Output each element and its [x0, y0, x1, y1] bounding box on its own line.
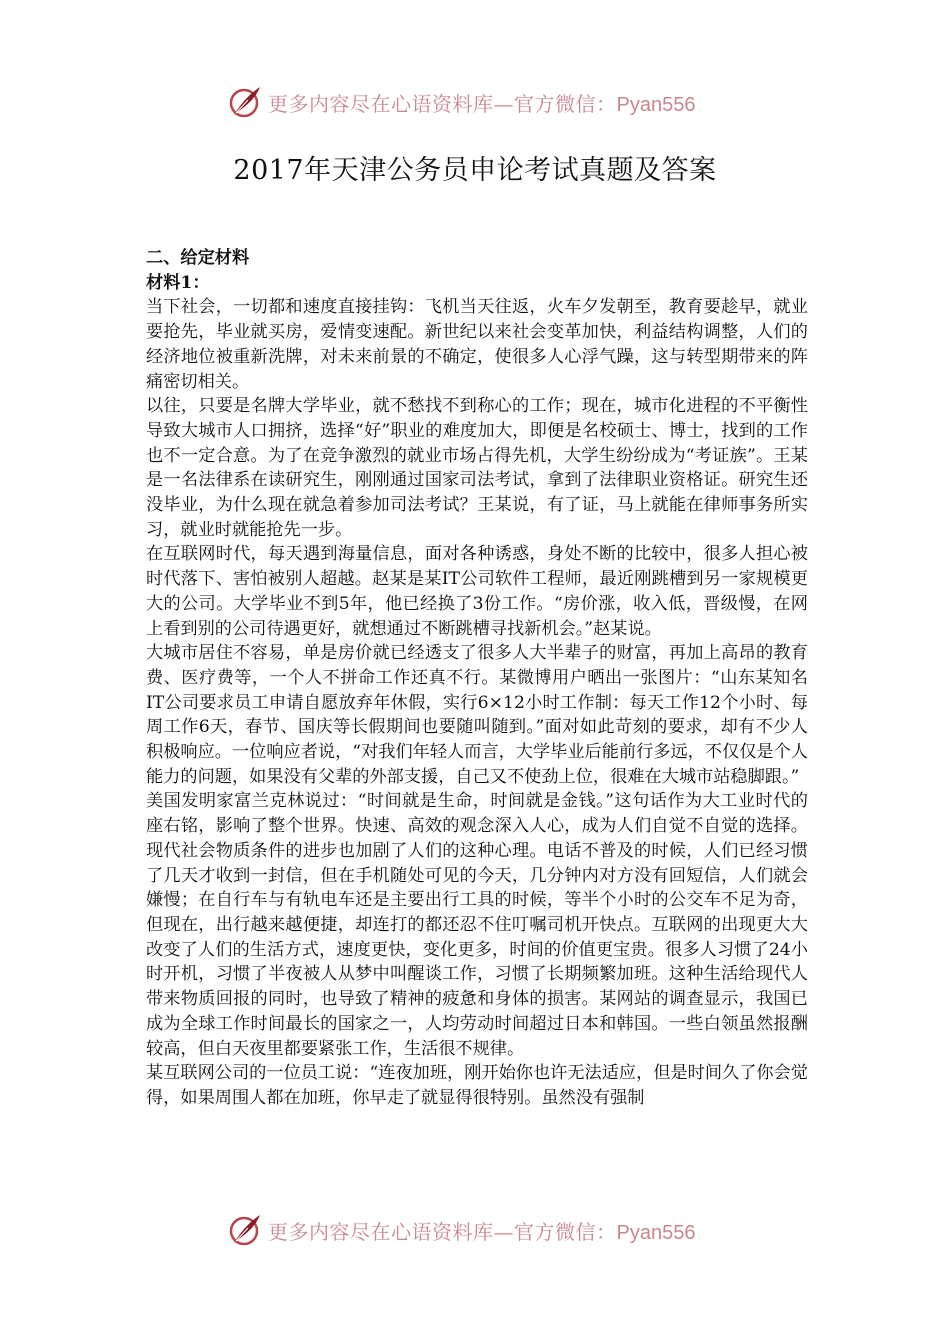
paragraph: 以往，只要是名牌大学毕业，就不愁找不到称心的工作；现在，城市化进程的不平衡性导致大城市人口拥挤，选择“好”职业的难度加大，即便是名校硕士、博士，找到的工作也不一定合意。为了在竞争激烈的就业市场占得先机，大学生纷纷成为“考证族”。王某是一名法律系在读研究生，刚刚通过国家司法考试，拿到了法律职业资格证。研究生还没毕业，为什么现在就急着参加司法考试？王某说，有了证，马上就能在律师事务所实习，就业时就能抢先一步。: [146, 396, 808, 540]
banner-text: [268, 1216, 695, 1245]
section-heading: 二、给定材料: [146, 248, 250, 268]
paragraph: 在互联网时代，每天遇到海量信息，面对各种诱惑，身处不断的比较中，很多人担心被时代落下、害怕被别人超越。赵某是某IT公司软件工程师，最近刚跳槽到另一家规模更大的公司。大学毕业不到5年，他已经换了3份工作。“房价涨，收入低，晋级慢，在网上看到别的公司待遇更好，就想通过不断跳槽寻找新机会。”赵某说。: [146, 544, 808, 639]
paragraph: 某互联网公司的一位员工说：“连夜加班，刚开始你也许无法适应，但是时间久了你会觉得，如果周围人都在加班，你早走了就显得很特别。虽然没有强制: [146, 1063, 808, 1108]
paragraph: 美国发明家富兰克林说过：“时间就是生命，时间就是金钱。”这句话作为大工业时代的座右铭，影响了整个世界。快速、高效的观念深入人心，成为人们自觉不自觉的选择。现代社会物质条件的进步也加剧了人们的这种心理。电话不普及的时候，人们已经习惯了几天才收到一封信，但在手机随处可见的今天，几分钟内对方没有回短信，人们就会嫌慢；在自行车与有轨电车还是主要出行工具的时候，等半个小时的公交车不足为奇，但现在，出行越来越便捷，却连打的都还忍不住叮嘱司机开快点。互联网的出现更大大改变了人们的生活方式，速度更快，变化更多，时间的价值更宝贵。很多人习惯了24小时开机，习惯了半夜被人从梦中叫醒谈工作，习惯了长期频繁加班。这种生活给现代人带来物质回报的同时，也导致了精神的疲惫和身体的损害。某网站的调查显示，我国已成为全球工作时间最长的国家之一，人均劳动时间超过日本和韩国。一些白领虽然报酬较高，但白天夜里都要紧张工作，生活很不规律。: [146, 791, 808, 1059]
material-label: 材料1：: [146, 272, 210, 293]
banner-caption: 更多内容尽在心语资料库—官方微信：: [268, 1219, 617, 1244]
banner-text: [268, 88, 695, 117]
paragraph: 当下社会，一切都和速度直接挂钩：飞机当天往返，火车夕发朝至，教育要趁早，就业要抢先，毕业就买房，爱情变速配。新世纪以来社会变革加快，利益结构调整，人们的经济地位被重新洗牌，对未来前景的不确定，使很多人心浮气躁，这与转型期带来的阵痛密切相关。: [146, 297, 808, 392]
paragraph: 大城市居住不容易，单是房价就已经透支了很多人大半辈子的财富，再加上高昂的教育费、医疗费等，一个人不拼命工作还真不行。某微博用户晒出一张图片：“山东某知名IT公司要求员工申请自愿放弃年休假，实行6×12小时工作制：每天工作12个小时、每周工作6天，春节、国庆等长假期间也要随叫随到。”面对如此苛刻的要求，却有不少人积极响应。一位响应者说，“对我们年轻人而言，大学毕业后能前行多远，不仅仅是个人能力的问题，如果没有父辈的外部支援，自己又不使劲上位，很难在大城市站稳脚跟。”: [146, 643, 808, 787]
footer-banner: [226, 1208, 726, 1252]
document-body: [146, 246, 808, 1111]
feather-pen-logo-icon: [226, 83, 264, 121]
wechat-id: Pyan556: [616, 1221, 696, 1244]
wechat-id: Pyan556: [616, 93, 696, 116]
document-title: 2017年天津公务员申论考试真题及答案: [233, 155, 717, 186]
header-banner: [226, 80, 726, 124]
feather-pen-logo-icon: [226, 1211, 264, 1249]
banner-caption: 更多内容尽在心语资料库—官方微信：: [268, 91, 617, 116]
